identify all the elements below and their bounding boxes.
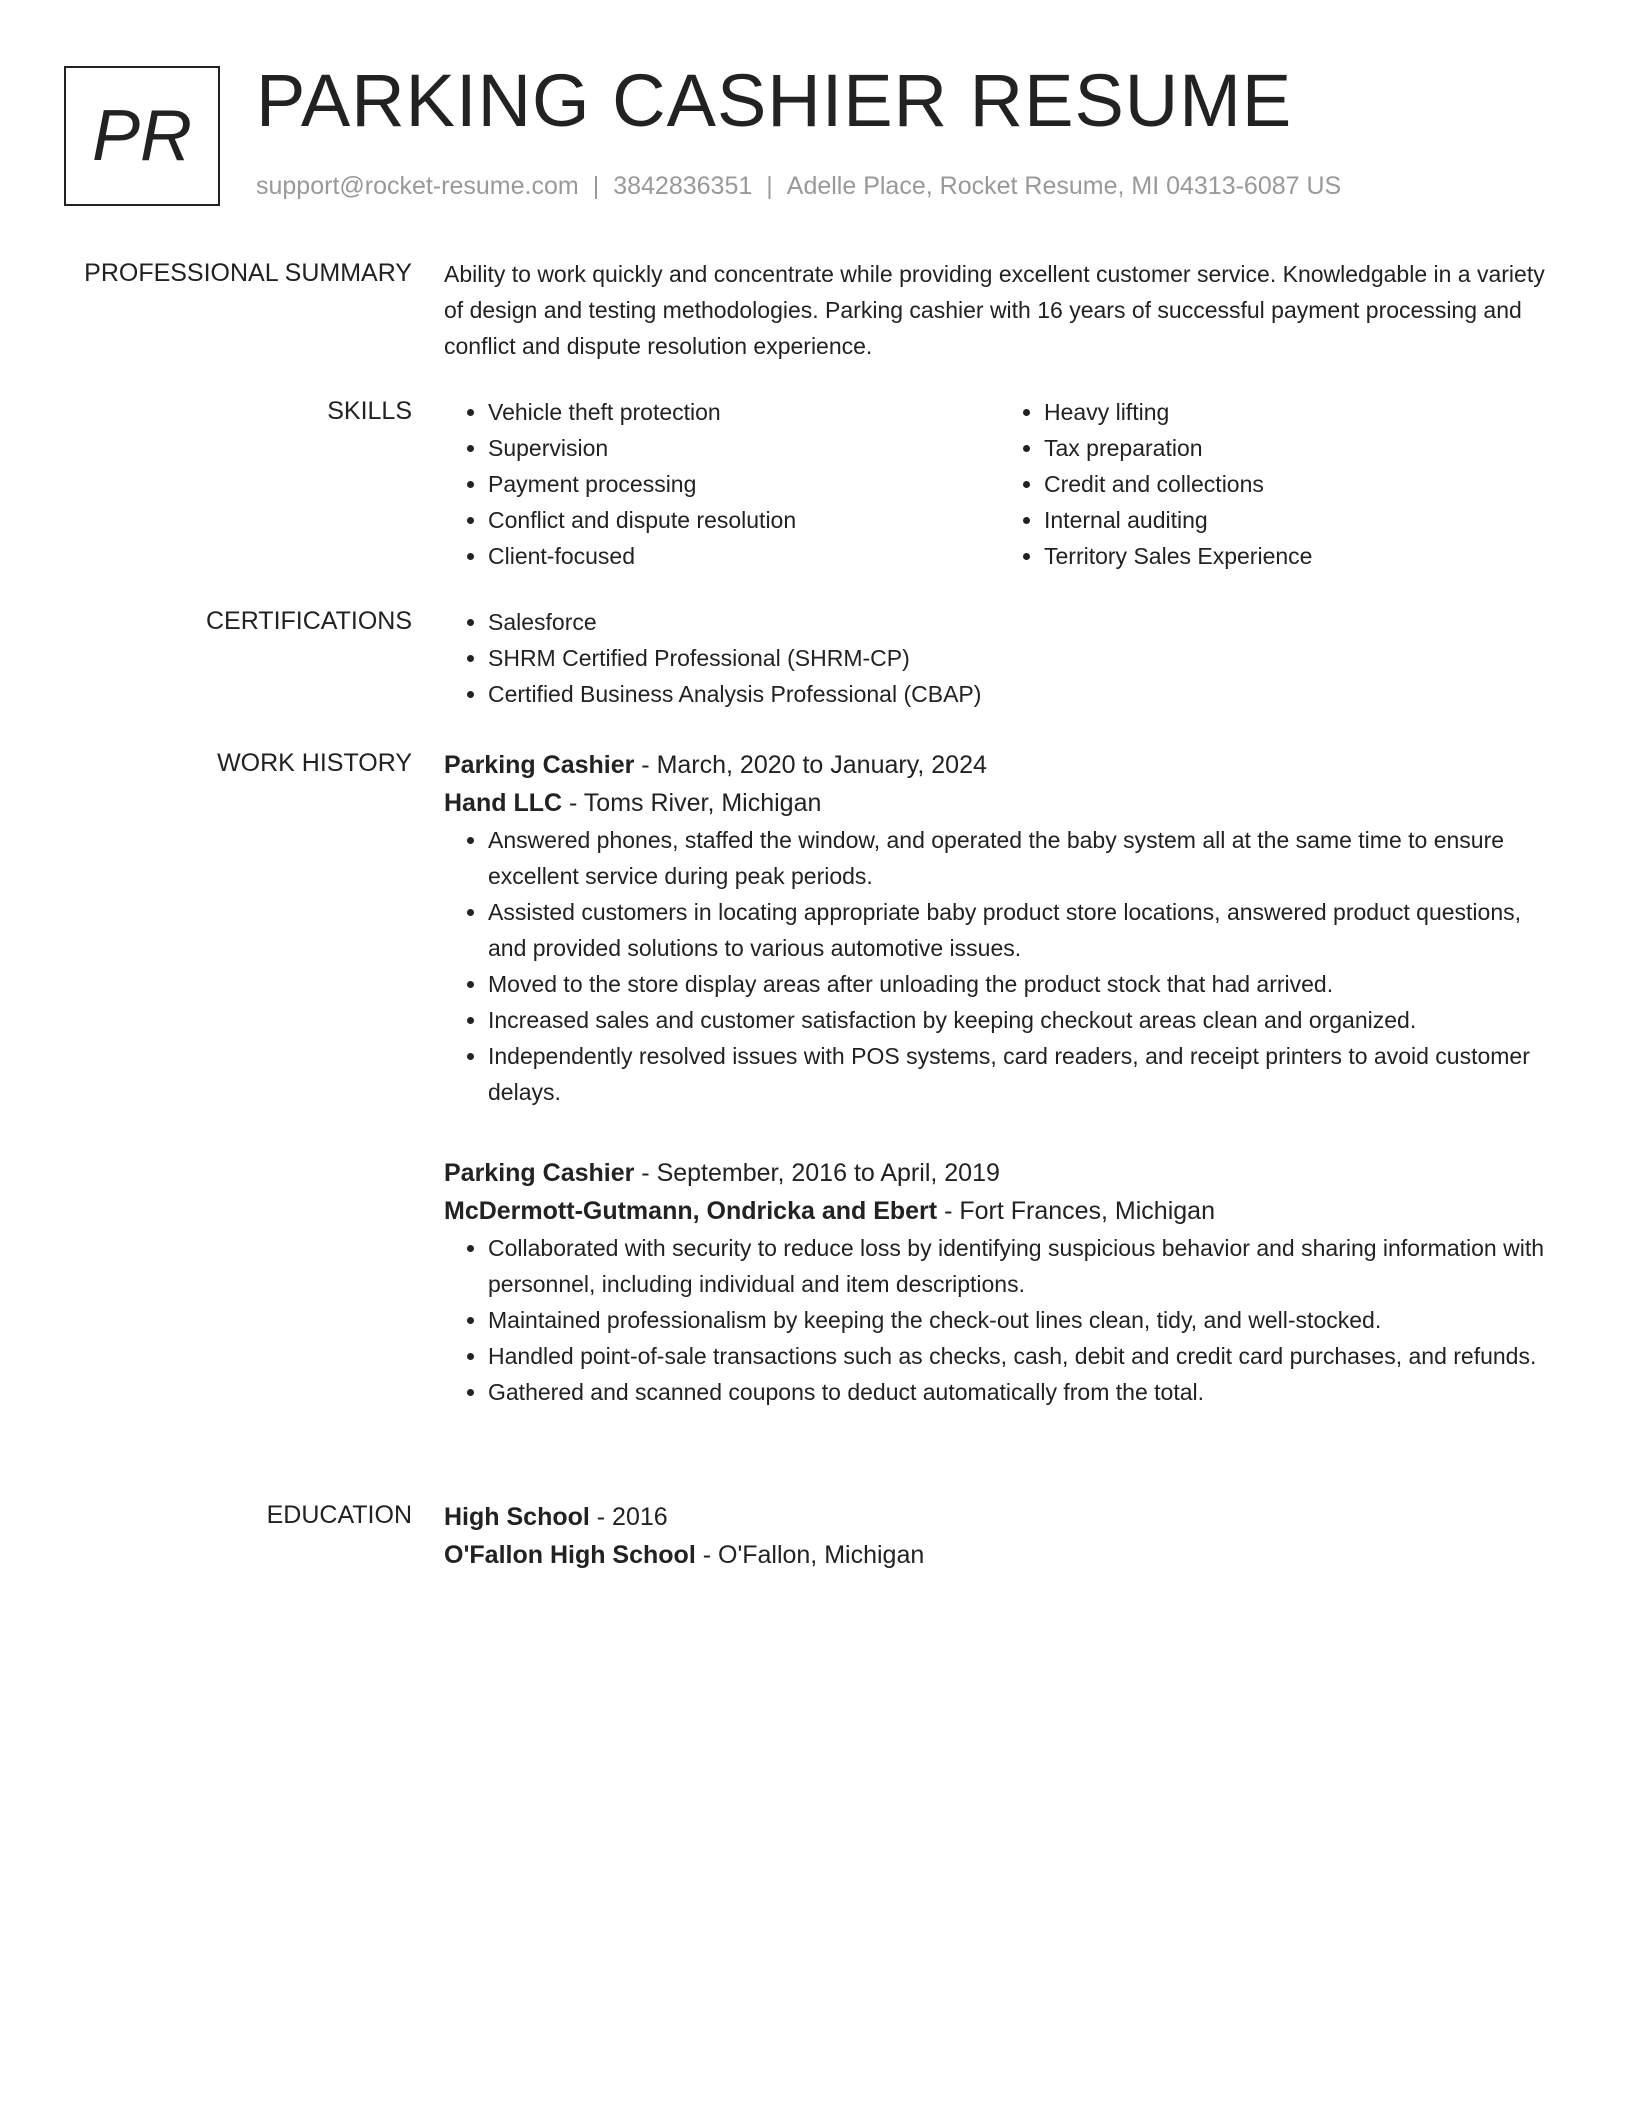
skill-item: • Conflict and dispute resolution	[488, 502, 1000, 538]
job-entry	[444, 746, 1556, 1110]
contact-line	[256, 172, 1341, 201]
skills-list-left	[444, 394, 1000, 574]
job-duty: • Independently resolved issues with POS systems, card readers, and receipt printers to avoid customer delays.	[488, 1038, 1556, 1110]
job-duty: • Moved to the store display areas after unloading the product stock that had arrived.	[488, 966, 1556, 1002]
skill-item: • Payment processing	[488, 466, 1000, 502]
job-company-line	[444, 784, 1556, 822]
work-history-body	[444, 746, 1556, 1410]
education-degree-line	[444, 1498, 1556, 1536]
job-duty: • Collaborated with security to reduce loss by identifying suspicious behavior and sharing information with personnel, including individual and item descriptions.	[488, 1230, 1556, 1302]
job-title: Parking Cashier	[444, 751, 635, 779]
job-entry	[444, 1154, 1556, 1410]
job-title-line	[444, 746, 1556, 784]
job-title-line	[444, 1154, 1556, 1192]
job-duties-list	[444, 1230, 1556, 1410]
resume-title: PARKING CASHIER RESUME	[256, 59, 1293, 142]
work-history-label: WORK HISTORY	[217, 749, 412, 777]
education-degree: High School	[444, 1503, 590, 1531]
skills-label: SKILLS	[327, 397, 412, 425]
skill-item: • Heavy lifting	[1044, 394, 1556, 430]
job-dates: - September, 2016 to April, 2019	[634, 1159, 1000, 1187]
job-duties-list	[444, 822, 1556, 1110]
monogram-initials: PR	[91, 96, 193, 176]
job-company: McDermott-Gutmann, Ondricka and Ebert	[444, 1197, 938, 1225]
job-duty: • Gathered and scanned coupons to deduct automatically from the total.	[488, 1374, 1556, 1410]
skill-item: • Internal auditing	[1044, 502, 1556, 538]
contact-separator: |	[766, 172, 773, 200]
education-school: O'Fallon High School	[444, 1541, 696, 1569]
education-label: EDUCATION	[266, 1501, 412, 1529]
skill-item: • Vehicle theft protection	[488, 394, 1000, 430]
contact-email: support@rocket-resume.com	[256, 172, 579, 200]
skill-item: • Territory Sales Experience	[1044, 538, 1556, 574]
contact-separator: |	[592, 172, 600, 200]
certifications-label: CERTIFICATIONS	[205, 607, 412, 635]
job-duty: • Handled point-of-sale transactions such as checks, cash, debit and credit card purchases, and refunds.	[488, 1338, 1556, 1374]
education-school-line	[444, 1536, 1556, 1574]
skill-item: • Supervision	[488, 430, 1000, 466]
monogram-box	[64, 66, 220, 206]
job-duty: • Maintained professionalism by keeping the check-out lines clean, tidy, and well-stocked.	[488, 1302, 1556, 1338]
certification-item: • Certified Business Analysis Professional (CBAP)	[488, 676, 1556, 712]
certifications-list	[444, 604, 1556, 712]
contact-phone: 3842836351	[613, 172, 753, 200]
job-title: Parking Cashier	[444, 1159, 635, 1187]
certifications-body	[444, 604, 1556, 712]
skill-item: • Credit and collections	[1044, 466, 1556, 502]
job-company: Hand LLC	[444, 789, 563, 817]
job-duty: • Answered phones, staffed the window, and operated the baby system all at the same time to ensure excellent service during peak periods.	[488, 822, 1556, 894]
job-company-line	[444, 1192, 1556, 1230]
job-duty: • Assisted customers in locating appropriate baby product store locations, answered product questions, and provided solutions to various automotive issues.	[488, 894, 1556, 966]
skills-list-right	[1000, 394, 1556, 574]
education-location: - O'Fallon, Michigan	[695, 1541, 925, 1569]
certification-item: • SHRM Certified Professional (SHRM-CP)	[488, 640, 1556, 676]
job-location: - Toms River, Michigan	[562, 789, 822, 817]
job-duty: • Increased sales and customer satisfaction by keeping checkout areas clean and organized.	[488, 1002, 1556, 1038]
skill-item: • Client-focused	[488, 538, 1000, 574]
skill-item: • Tax preparation	[1044, 430, 1556, 466]
education-body	[444, 1498, 1556, 1574]
summary-text: Ability to work quickly and concentrate while providing excellent customer service. Knowledgable in a variety of design and testing methodologies. Parking cashier with 16 years of successful payment processing and conflict and dispute resolution experience.	[444, 261, 1545, 359]
job-location: - Fort Frances, Michigan	[937, 1197, 1215, 1225]
contact-address: Adelle Place, Rocket Resume, MI 04313-6087 US	[786, 172, 1342, 200]
skills-body	[444, 394, 1556, 574]
certification-item: • Salesforce	[488, 604, 1556, 640]
summary-label: PROFESSIONAL SUMMARY	[84, 259, 412, 287]
job-dates: - March, 2020 to January, 2024	[634, 751, 987, 779]
education-year: - 2016	[589, 1503, 668, 1531]
summary-body	[444, 256, 1556, 364]
